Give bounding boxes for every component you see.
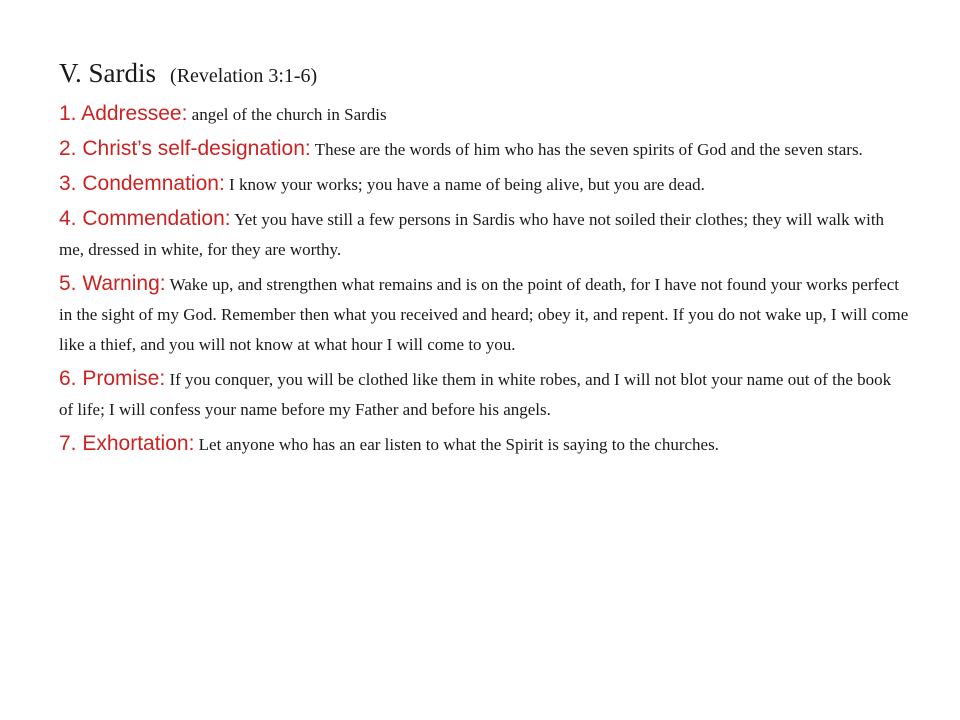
item-addressee <box>59 99 909 130</box>
item-text: These are the words of him who has the seven spirits of God and the seven stars. <box>314 140 863 159</box>
item-promise <box>59 364 909 425</box>
item-label: 5. Warning: <box>59 272 166 295</box>
item-text: angel of the church in Sardis <box>191 105 387 124</box>
item-label: 3. Condemnation: <box>59 172 225 195</box>
item-label: 6. Promise: <box>59 367 166 390</box>
title-reference: (Revelation 3:1-6) <box>170 65 318 87</box>
item-text: Let anyone who has an ear listen to what the Spirit is saying to the churches. <box>198 435 719 454</box>
slide-content <box>59 54 909 464</box>
item-commendation <box>59 204 909 265</box>
item-text: If you conquer, you will be clothed like them in white robes, and I will not blot your name out of the book of life; I will confess your name before my Father and before his angels. <box>59 370 892 419</box>
item-exhortation <box>59 429 909 460</box>
item-text: I know your works; you have a name of being alive, but you are dead. <box>229 175 705 194</box>
item-condemnation <box>59 169 909 200</box>
item-label: 4. Commendation: <box>59 207 231 230</box>
slide-title <box>59 54 909 95</box>
item-warning <box>59 269 909 360</box>
item-text: Wake up, and strengthen what remains and is on the point of death, for I have not found your works perfect in the sight of my God. Remember then what you received and heard; obey it, and repent. If you do not wake up, I will come like a thief, and you will not know at what hour I will come to you. <box>59 275 909 354</box>
item-label: 7. Exhortation: <box>59 432 195 455</box>
item-label: 2. Christ’s self-designation: <box>59 137 311 160</box>
item-label: 1. Addressee: <box>59 102 188 125</box>
item-self-designation <box>59 134 909 165</box>
title-main: V. Sardis <box>59 58 157 88</box>
item-text: Yet you have still a few persons in Sardis who have not soiled their clothes; they will walk with me, dressed in white, for they are worthy. <box>59 210 885 259</box>
